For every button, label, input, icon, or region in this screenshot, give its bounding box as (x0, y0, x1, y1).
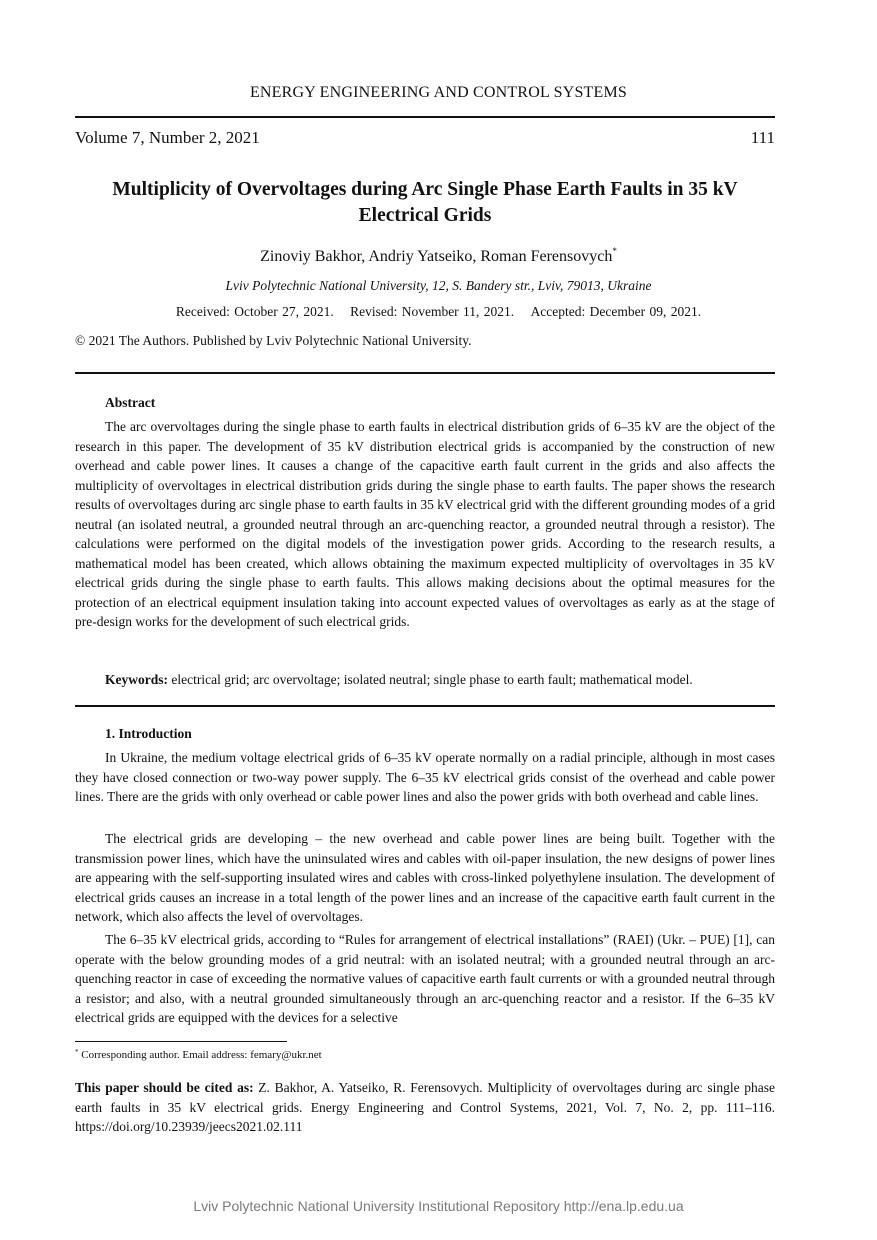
accepted-date: Accepted: December 09, 2021. (530, 304, 702, 319)
keywords (105, 672, 693, 688)
footnote (75, 1048, 322, 1061)
introduction-heading: 1. Introduction (105, 726, 192, 741)
article-title: Multiplicity of Overvoltages during Arc Single Phase Earth Faults in 35 kV Electrical Grids (112, 179, 738, 226)
abstract-text: The arc overvoltages during the single phase to earth faults in electrical distribution grids of 6–35 kV are the object of the research in this paper. The development of 35 kV distribution electrical grids is accompanied by the construction of new overhead and cable power lines. It causes a change of the capacitive earth fault current in the grids and also affects the multiplicity of overvoltages in electrical distribution grids during the single phase to earth faults. The paper shows the research results of overvoltages during arc single phase to earth faults in 35 kV electrical grid with the different grounding modes of a grid neutral (an isolated neutral, a grounded neutral through an arc-quenching reactor, a grounded neutral through a resistor). The calculations were performed on the digital models of the investigation power grids. According to the research results, a mathematical model has been created, which allows obtaining the maximum expected multiplicity of overvoltages in 35 kV electrical grids during the single phase to earth faults. This allows making decisions about the optimal measures for the protection of an electrical equipment insulation taking into account expected values of overvoltages as early as at the stage of pre-design works for the development of such electrical grids. (75, 419, 775, 629)
keywords-label: Keywords: (105, 672, 168, 687)
intro-paragraph-3: The 6–35 kV electrical grids, according to “Rules for arrangement of electrical installations” (RAEI) (Ukr. – PUE) [1], can operate with the below grounding modes of a grid neutral: with an isolated neutral; with a grounded neutral through an arc-quenching reactor in case of exceeding the normative values of capacitive earth fault currents or with a grounded neutral through a resistor; and also, with a neutral grounded simultaneously through an arc-quenching reactor and a resistor. If the 6–35 kV electrical grids are equipped with the devices for a selective (75, 932, 775, 1025)
citation-text: Z. Bakhor, A. Yatseiko, R. Ferensovych. Multiplicity of overvoltages during arc single phase earth faults in 35 kV electrical grids. Energy Engineering and Control Systems, 2021, Vol. 7, No. 2, pp. 111–116. https://doi.org/10.23939/jeecs2021.02.111 (75, 1080, 776, 1134)
author-list (0, 246, 877, 266)
footnote-mark: * (75, 1048, 79, 1056)
affiliation: Lviv Polytechnic National University, 12, S. Bandery str., Lviv, 79013, Ukraine (225, 278, 652, 293)
corresponding-author-mark: * (612, 246, 617, 256)
footnote-text: Corresponding author. Email address: femary@ukr.net (81, 1049, 322, 1061)
abstract-top-divider (75, 372, 775, 374)
repository-footer: Lviv Polytechnic National University Institutional Repository http://ena.lp.edu.ua (193, 1198, 684, 1214)
article-dates (0, 304, 877, 320)
abstract-bottom-divider (75, 705, 775, 707)
header-divider (75, 116, 775, 118)
copyright-notice: © 2021 The Authors. Published by Lviv Polytechnic National University. (75, 333, 472, 348)
intro-paragraph-2: The electrical grids are developing – the new overhead and cable power lines are being built. Together with the transmission power lines, which have the uninsulated wires and cables with oil-paper insulation, the new designs of power lines are appearing with the self-supporting insulated wires and cables with cross-linked polyethylene insulation. The development of electrical grids causes an increase in a total length of the power lines and an increase of the capacitive earth fault current in the network, which also affects the level of overvoltages. (75, 831, 775, 924)
volume-info: Volume 7, Number 2, 2021 (75, 128, 260, 147)
received-date: Received: October 27, 2021. (175, 304, 334, 319)
citation-block (75, 1078, 775, 1137)
intro-paragraph-1: In Ukraine, the medium voltage electrical grids of 6–35 kV operate normally on a radial principle, although in most cases they have closed connection or two-way power supply. The 6–35 kV electrical grids consist of the overhead and cable power lines. There are the grids with only overhead or cable power lines and also the power grids with both overhead and cable lines. (75, 750, 775, 804)
journal-name: ENERGY ENGINEERING AND CONTROL SYSTEMS (249, 84, 628, 101)
keywords-text: electrical grid; arc overvoltage; isolated neutral; single phase to earth fault; mathematical model. (171, 672, 693, 687)
revised-date: Revised: November 11, 2021. (350, 304, 515, 319)
page-number: 111 (750, 128, 775, 147)
citation-label: This paper should be cited as: (75, 1080, 254, 1095)
footnote-divider (75, 1041, 287, 1042)
authors-text: Zinoviy Bakhor, Andriy Yatseiko, Roman Ferensovych (260, 248, 613, 265)
abstract-heading: Abstract (105, 395, 156, 410)
